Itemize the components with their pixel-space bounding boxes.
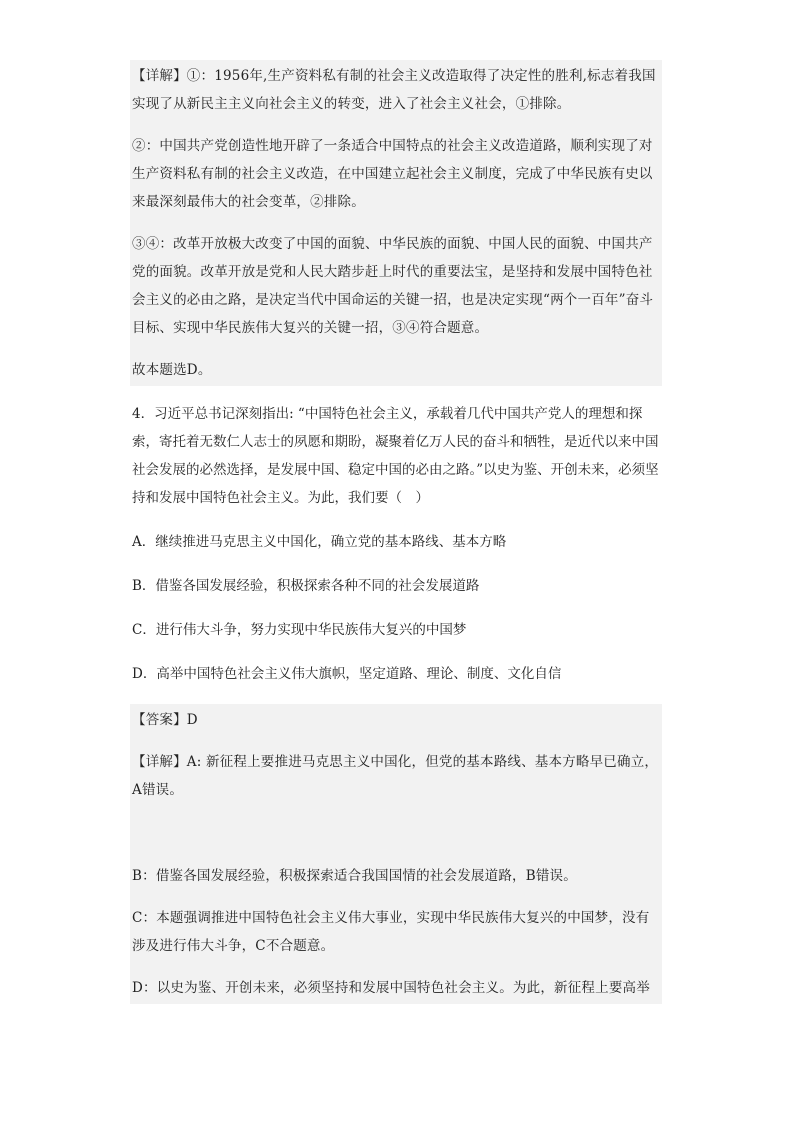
answer-label: 【答案】D [132,712,198,728]
analysis-option-a: 【详解】A: 新征程上要推进马克思主义中国化，但党的基本路线、基本方略早已确立，A错误。 [132,754,659,798]
option-d: D．高举中国特色社会主义伟大旗帜，坚定道路、理论、制度、文化自信 [132,666,562,682]
analysis-paragraph-1: 【详解】①：1956年,生产资料私有制的社会主义改造取得了决定性的胜利,标志着我国实现了从新民主主义向社会主义的转变，进入了社会主义社会，①排除。 [132,68,656,112]
blank-gap [130,806,662,860]
question-4-stem: 4．习近平总书记深刻指出: “中国特色社会主义，承载着几代中国共产党人的理想和探索，寄托着无数仁人志士的夙愿和期盼，凝聚着亿万人民的奋斗和牺牲，是近代以来中国社会发展的必然选择，是发展中国、稳定中国的必由之路。”以史为鉴、开创未来，必须坚持和发展中国特色社会主义。为此，我们要（ ） [132,406,659,506]
analysis-option-b: B：借鉴各国发展经验，积极探索适合我国国情的社会发展道路，B错误。 [132,868,577,884]
option-c: C．进行伟大斗争，努力实现中华民族伟大复兴的中国梦 [132,622,467,638]
analysis-conclusion: 故本题选D。 [132,362,212,378]
analysis-block-q3 [130,60,662,386]
analysis-option-c: C：本题强调推进中国特色社会主义伟大事业，实现中华民族伟大复兴的中国梦，没有涉及进行伟大斗争，C不合题意。 [132,910,650,954]
analysis-paragraph-2: ②：中国共产党创造性地开辟了一条适合中国特点的社会主义改造道路，顺利实现了对生产资料私有制的社会主义改造，在中国建立起社会主义制度，完成了中华民族有史以来最深刻最伟大的社会变革，②排除。 [132,138,653,210]
analysis-option-d: D：以史为鉴、开创未来，必须坚持和发展中国特色社会主义。为此，新征程上要高举 [132,980,650,996]
option-a: A．继续推进马克思主义中国化，确立党的基本路线、基本方略 [132,534,507,550]
analysis-paragraph-3: ③④：改革开放极大改变了中国的面貌、中华民族的面貌、中国人民的面貌、中国共产党的面貌。改革开放是党和人民大踏步赶上时代的重要法宝，是坚持和发展中国特色社会主义的必由之路，是决定当代中国命运的关键一招，也是决定实现“两个一百年”奋斗目标、实现中华民族伟大复兴的关键一招，③④符合题意。 [132,236,654,336]
document-page [130,60,662,1004]
option-b: B．借鉴各国发展经验，积极探索各种不同的社会发展道路 [132,578,480,594]
answer-block-q4 [130,704,662,1004]
